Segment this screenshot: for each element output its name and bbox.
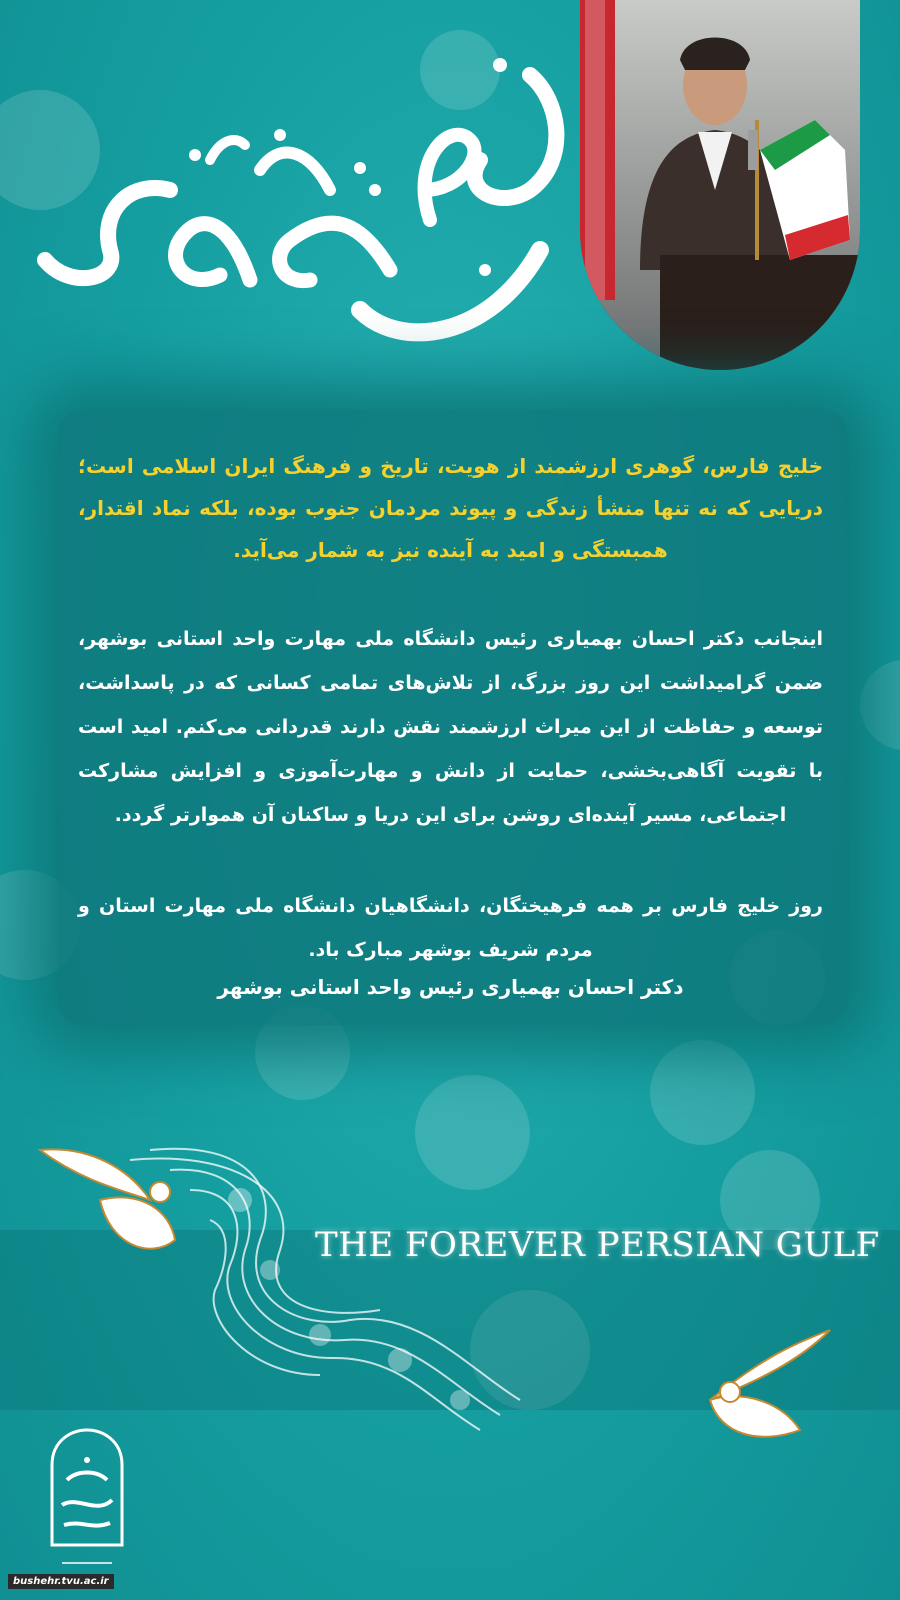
university-logo	[42, 1425, 132, 1575]
english-title: THE FOREVER PERSIAN GULF	[315, 1225, 880, 1265]
wave-pattern-artwork	[0, 1130, 900, 1460]
calligraphy-title-artwork	[30, 40, 575, 360]
speaker-photo	[580, 0, 860, 370]
message-paragraph: اینجانب دکتر احسان بهمیاری رئیس دانشگاه ملی مهارت واحد استانی بوشهر، ضمن گرامیداشت این روز بزرگ، از تلاش‌های تمامی کسانی که در پاسداشت، توسعه و حفاظت از این میراث ارزشمند نقش دارند قدردانی می‌کنم. امید است با تقویت آگاهی‌بخشی، حمایت از دانش و مهارت‌آموزی و افزایش مشارکت اجتماعی، مسیر آینده‌ای روشن برای این دریا و ساکنان آن هموارتر گردد.	[78, 628, 823, 826]
highlight-paragraph: خلیج فارس، گوهری ارزشمند از هویت، تاریخ و فرهنگ ایران اسلامی است؛ دریایی که نه تنها منشأ زندگی و پیوند مردمان جنوب بوده، بلکه نماد اقتدار، همبستگی و امید به آینده نیز به شمار می‌آید.	[78, 454, 823, 562]
congrats-paragraph: روز خلیج فارس بر همه فرهیختگان، دانشگاهیان دانشگاه ملی مهارت استان و مردم شریف بوشهر مبارک باد.	[78, 895, 823, 961]
signature: دکتر احسان بهمیاری رئیس واحد استانی بوشهر	[217, 975, 684, 999]
website-url[interactable]: bushehr.tvu.ac.ir	[8, 1574, 114, 1589]
bokeh-circle	[860, 660, 900, 750]
